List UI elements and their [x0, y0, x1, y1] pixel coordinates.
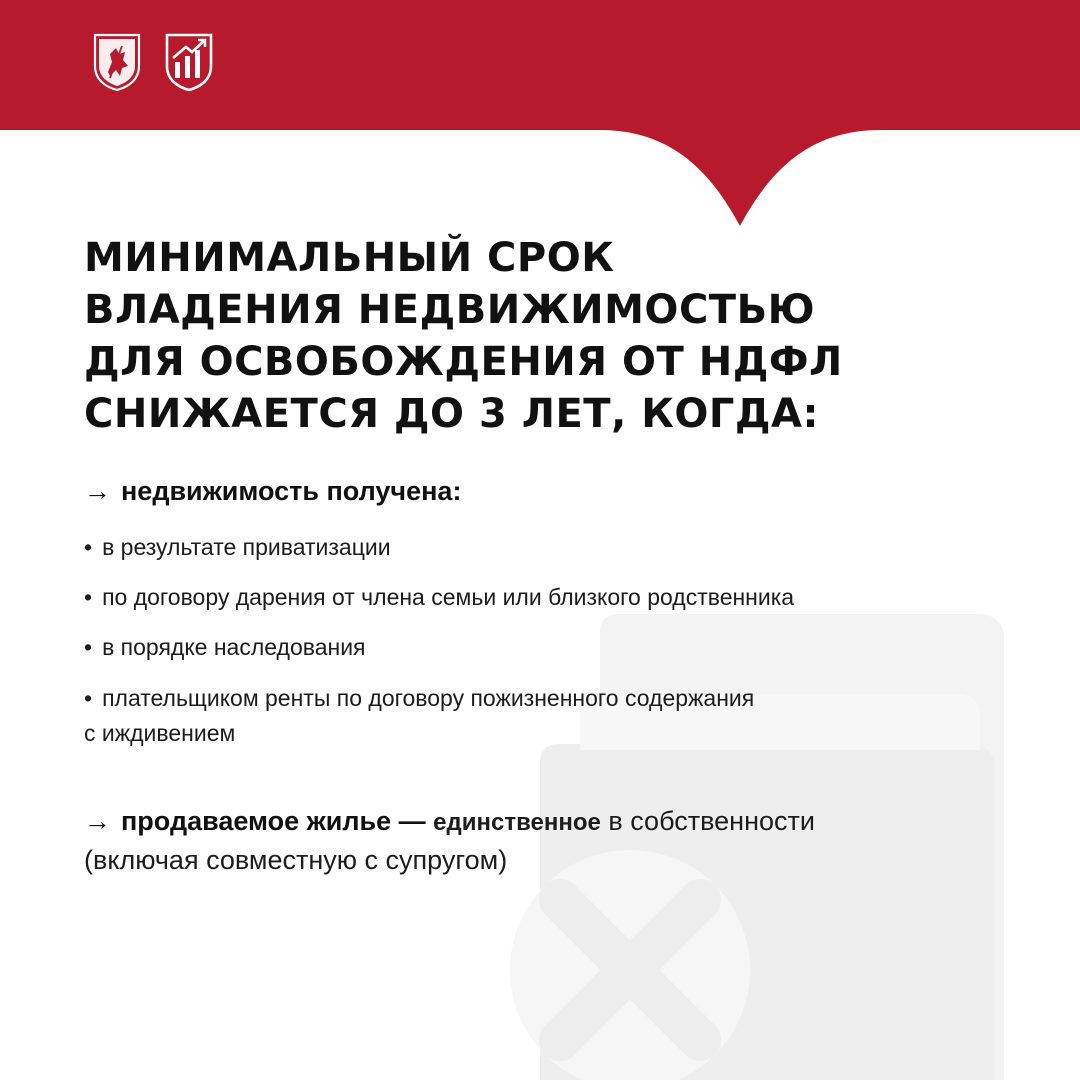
bullet-icon: •: [84, 685, 93, 711]
list-item: [84, 681, 754, 715]
bullet-icon: •: [84, 534, 93, 560]
list-item-continuation: с иждивением: [84, 720, 236, 746]
condition2-line2: (включая совместную с супругом): [84, 845, 508, 875]
condition2-line: [84, 806, 815, 837]
headline-line: ВЛАДЕНИЯ НЕДВИЖИМОСТЬЮ: [84, 287, 816, 333]
document-watermark-icon: [500, 600, 1060, 1080]
department-emblem-icon: [164, 32, 214, 92]
list-item-text: в порядке наследования: [102, 634, 366, 660]
list-item: [84, 530, 391, 564]
headline: [84, 232, 984, 440]
condition1-heading: [84, 476, 461, 507]
headline-line: СНИЖАЕТСЯ ДО 3 ЛЕТ, КОГДА:: [84, 391, 819, 437]
moscow-coat-of-arms-icon: [92, 32, 142, 92]
list-item: [84, 630, 366, 664]
bullet-icon: •: [84, 634, 93, 660]
list-item-text: в результате приватизации: [102, 534, 391, 560]
condition2-rest: в собственности: [608, 806, 815, 836]
condition1-title: недвижимость получена:: [121, 476, 462, 506]
list-item: [84, 580, 794, 614]
bullet-icon: •: [84, 584, 93, 610]
headline-line: ДЛЯ ОСВОБОЖДЕНИЯ ОТ НДФЛ: [84, 339, 843, 385]
arrow-right-icon: →: [84, 806, 111, 836]
list-item-text: плательщиком ренты по договору пожизненного содержания: [102, 685, 755, 711]
condition2-title: продаваемое жилье —: [121, 806, 426, 836]
arrow-right-icon: →: [84, 476, 111, 506]
list-item-text: по договору дарения от члена семьи или близкого родственника: [102, 584, 795, 610]
logo-group: [92, 32, 214, 92]
condition2-emphasis: единственное: [433, 809, 601, 836]
headline-line: МИНИМАЛЬНЫЙ СРОК: [84, 235, 615, 281]
